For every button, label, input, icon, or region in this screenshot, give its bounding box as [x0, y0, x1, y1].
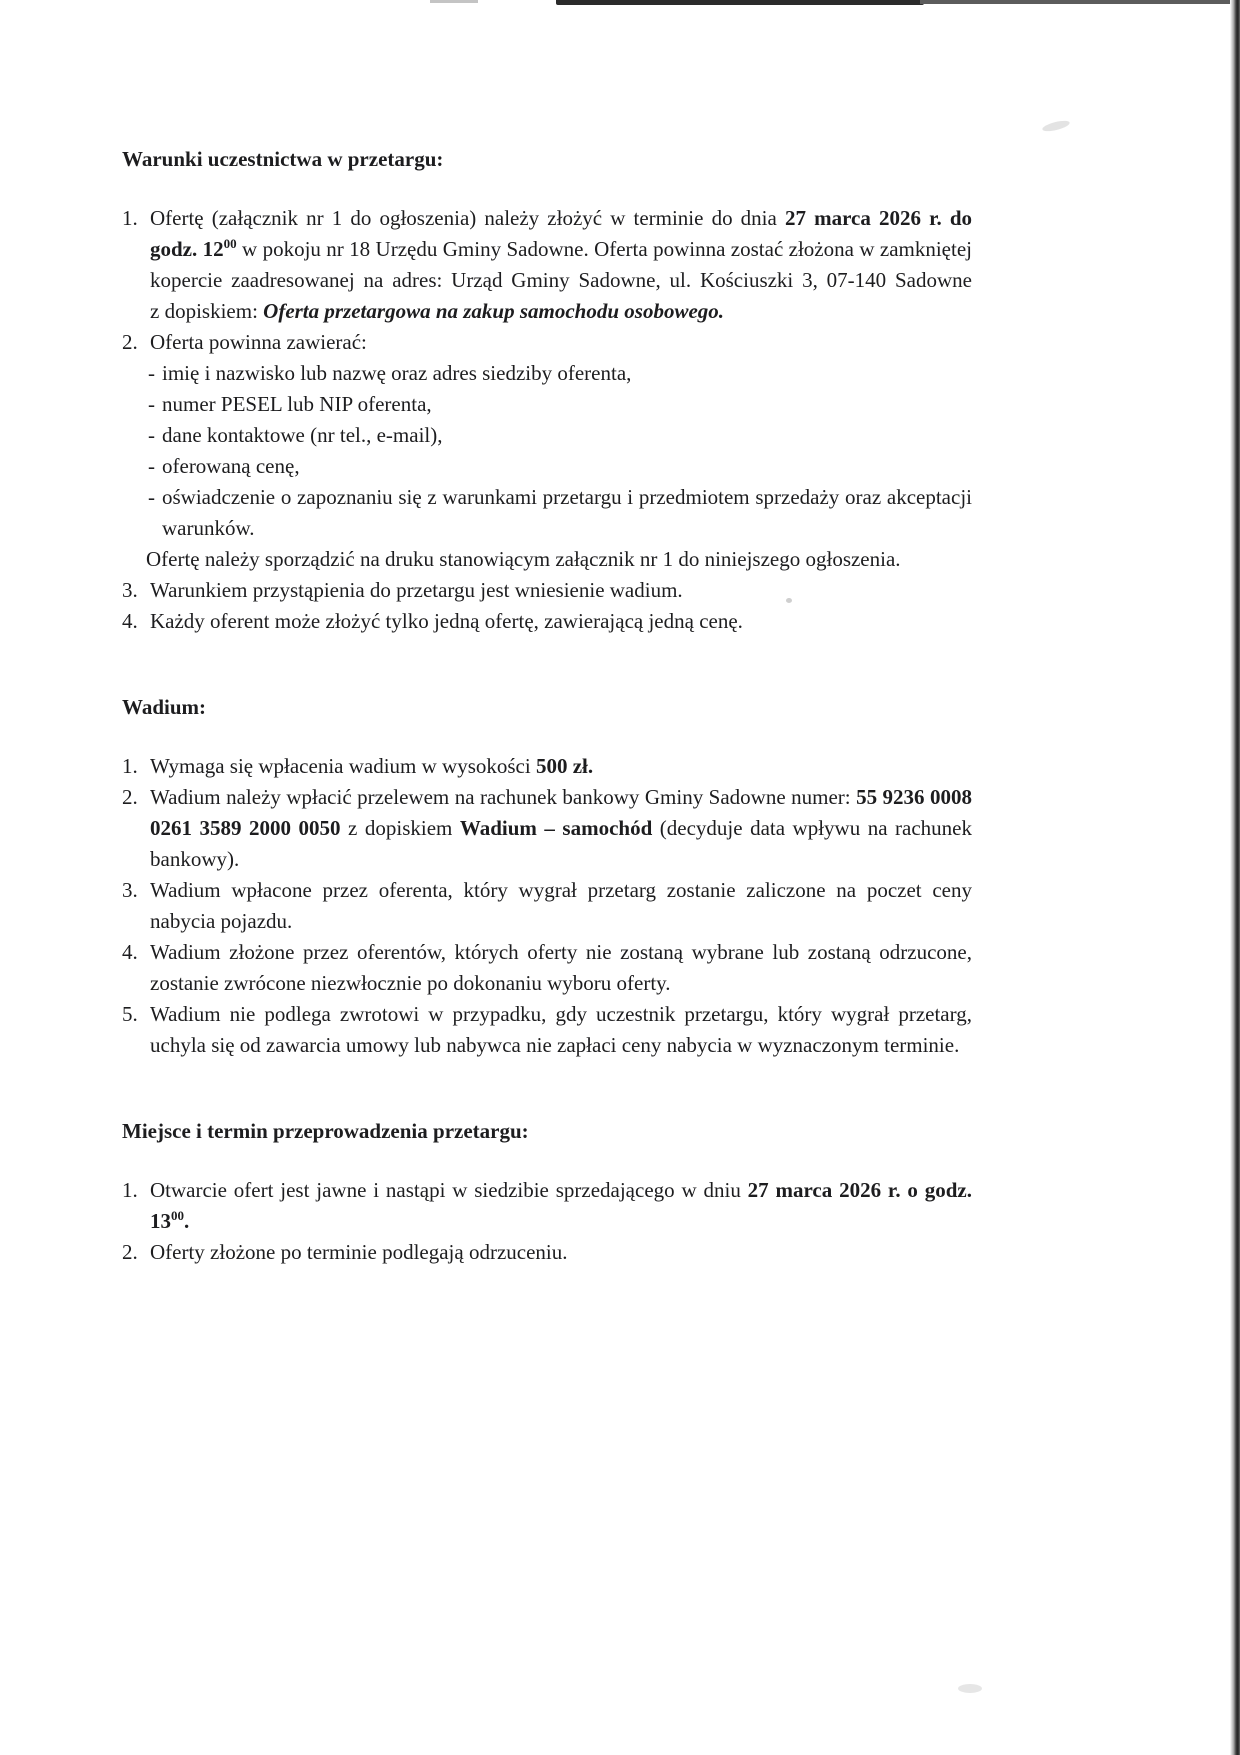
list-item-2	[122, 782, 972, 875]
scan-artifact-top-line	[556, 0, 924, 5]
list-marker: 1.	[122, 206, 138, 230]
scan-artifact-top-line	[920, 0, 1240, 4]
list-marker: 5.	[122, 1002, 138, 1026]
section-heading: Wadium:	[122, 695, 207, 719]
dash-item	[122, 420, 972, 451]
text-run: oferowaną cenę,	[162, 454, 300, 478]
text-run: 55 9236 0008 0261 3589 2000 0050	[150, 785, 972, 840]
text-run: dane kontaktowe (nr tel., e-mail),	[162, 423, 443, 447]
dash-item	[122, 389, 972, 420]
section-heading: Miejsce i termin przeprowadzenia przetargu:	[122, 1119, 529, 1143]
list-item-4	[122, 606, 972, 637]
dash-item	[122, 482, 972, 544]
text-run: 27 marca 2026 r. o godz. 13	[150, 1178, 972, 1233]
text-run: (decyduje data wpływu na rachunek bankowy).	[150, 816, 973, 871]
text-run: 00	[171, 1208, 184, 1223]
text-run: w pokoju nr 18 Urzędu Gminy Sadowne. Oferta powinna zostać złożona w zamkniętej kopercie zaadresowanej na adres: Urząd Gminy Sadowne, ul. Kościuszki 3, 07-140 Sadowne z dopiskiem:	[150, 237, 972, 323]
list-marker: 4.	[122, 940, 138, 964]
section-heading: Warunki uczestnictwa w przetargu:	[122, 147, 444, 171]
list-marker: 3.	[122, 878, 138, 902]
text-run: Otwarcie ofert jest jawne i nastąpi w siedzibie sprzedającego w dniu	[150, 1178, 748, 1202]
section-wadium	[122, 692, 972, 1061]
text-run: Wadium – samochód	[459, 816, 653, 840]
text-run: Oferty złożone po terminie podlegają odrzuceniu.	[150, 1240, 568, 1264]
list-item-1	[122, 1175, 972, 1237]
text-run: Każdy oferent może złożyć tylko jedną ofertę, zawierającą jedną cenę.	[150, 609, 743, 633]
list-marker: 2.	[122, 1240, 138, 1264]
list-marker: 2.	[122, 785, 138, 809]
list-item-1	[122, 751, 972, 782]
list-item-2	[122, 1237, 972, 1268]
section-body	[122, 751, 972, 1061]
dash-item	[122, 358, 972, 389]
scan-artifact-page-edge	[1230, 0, 1240, 1755]
section-warunki-uczestnictwa	[122, 144, 972, 637]
text-run: 27 marca 2026 r. do godz. 12	[150, 206, 973, 261]
list-item-3	[122, 875, 972, 937]
list-marker: 1.	[122, 754, 138, 778]
list-marker: -	[148, 423, 155, 447]
text-run: .	[184, 1209, 190, 1233]
text-run: Oferta powinna zawierać:	[150, 330, 367, 354]
text-run: Ofertę (załącznik nr 1 do ogłoszenia) należy złożyć w terminie do dnia	[150, 206, 785, 230]
text-run: 00	[223, 236, 237, 251]
text-run: Oferta przetargowa na zakup samochodu osobowego.	[263, 299, 725, 323]
document-content	[122, 144, 972, 1268]
scan-artifact-top-line	[430, 0, 478, 3]
section-body	[122, 203, 972, 637]
text-run: imię i nazwisko lub nazwę oraz adres siedziby oferenta,	[162, 361, 632, 385]
text-run: Ofertę należy sporządzić na druku stanowiącym załącznik nr 1 do niniejszego ogłoszenia.	[146, 547, 901, 571]
section-body	[122, 1175, 972, 1268]
text-run: 500 zł.	[535, 754, 594, 778]
list-item-3	[122, 575, 972, 606]
continuation-paragraph	[122, 544, 972, 575]
text-run: Wadium należy wpłacić przelewem na rachunek bankowy Gminy Sadowne numer:	[150, 785, 857, 809]
list-marker: 4.	[122, 609, 138, 633]
list-marker: -	[148, 392, 155, 416]
text-run: oświadczenie o zapoznaniu się z warunkami przetargu i przedmiotem sprzedaży oraz akceptacji warunków.	[162, 485, 972, 540]
list-marker: -	[148, 485, 155, 509]
text-run: Warunkiem przystąpienia do przetargu jest wniesienie wadium.	[150, 578, 683, 602]
text-run: Wadium wpłacone przez oferenta, który wygrał przetarg zostanie zaliczone na poczet ceny nabycia pojazdu.	[150, 878, 972, 933]
list-marker: -	[148, 361, 155, 385]
section-miejsce-i-termin	[122, 1116, 972, 1268]
list-marker: 2.	[122, 330, 138, 354]
scan-smudge	[1041, 119, 1070, 134]
list-marker: 1.	[122, 1178, 138, 1202]
list-item-1	[122, 203, 972, 327]
text-run: Wadium złożone przez oferentów, których oferty nie zostaną wybrane lub zostaną odrzucone, zostanie zwrócone niezwłocznie po dokonaniu wyboru oferty.	[150, 940, 972, 995]
scan-smudge	[958, 1684, 982, 1693]
text-run: z dopiskiem	[340, 816, 460, 840]
text-run: Wadium nie podlega zwrotowi w przypadku, gdy uczestnik przetargu, który wygrał przetarg, uchyla się od zawarcia umowy lub nabywca nie zapłaci ceny nabycia w wyznaczonym terminie.	[150, 1002, 972, 1057]
list-marker: 3.	[122, 578, 138, 602]
list-item-4	[122, 937, 972, 999]
text-run: numer PESEL lub NIP oferenta,	[162, 392, 432, 416]
list-marker: -	[148, 454, 155, 478]
dash-item	[122, 451, 972, 482]
text-run: Wymaga się wpłacenia wadium w wysokości	[150, 754, 536, 778]
list-item-2	[122, 327, 972, 358]
list-item-5	[122, 999, 972, 1061]
